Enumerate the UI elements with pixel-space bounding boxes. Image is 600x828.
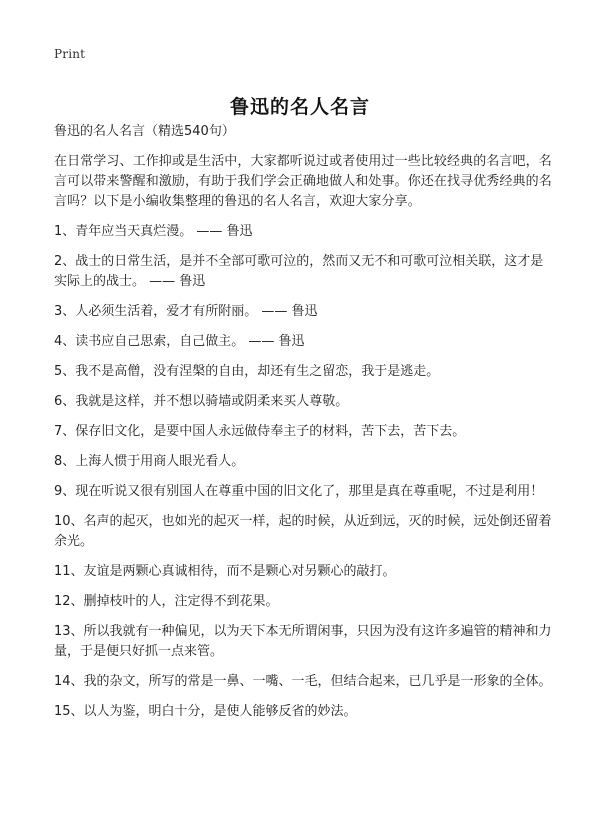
- quote-item: 14、我的杂文，所写的常是一鼻、一嘴、一毛，但结合起来，已几乎是一形象的全体。: [54, 674, 552, 689]
- quote-item: 10、名声的起灭，也如光的起灭一样，起的时候，从近到远，灭的时候，远处倒还留着余光。: [54, 514, 552, 549]
- quote-item: 9、现在听说又很有别国人在尊重中国的旧文化了，那里是真在尊重呢，不过是利用！: [54, 484, 544, 499]
- quote-item: 4、读书应自己思索，自己做主。 —— 鲁迅: [54, 334, 305, 349]
- quote-item: 2、战士的日常生活，是并不全部可歌可泣的，然而又无不和可歌可泣相关联，这才是实际上的战士。 —— 鲁迅: [54, 254, 544, 289]
- quote-item: 11、友谊是两颗心真诚相待，而不是颗心对另颗心的敲打。: [54, 564, 396, 579]
- quote-list: [54, 222, 554, 722]
- document-subtitle: 鲁迅的名人名言（精选540句）: [54, 124, 235, 139]
- intro-paragraph: 在日常学习、工作抑或是生活中，大家都听说过或者使用过一些比较经典的名言吧，名言可以带来警醒和激励，有助于我们学会正确地做人和处事。你还在找寻优秀经典的名言吗？以下是小编收集整理的鲁迅的名人名言，欢迎大家分享。: [54, 154, 552, 209]
- quote-item: 6、我就是这样，并不想以骑墙或阴柔来买人尊敬。: [54, 394, 349, 409]
- quote-item: 12、删掉枝叶的人，注定得不到花果。: [54, 594, 279, 609]
- print-label: Print: [54, 47, 86, 61]
- quote-item: 13、所以我就有一种偏见，以为天下本无所谓闲事，只因为没有这许多遍管的精神和力量，于是便只好抓一点来管。: [54, 624, 552, 659]
- quote-item: 1、青年应当天真烂漫。 —— 鲁迅: [54, 224, 253, 239]
- quote-item: 3、人必须生活着，爱才有所附丽。 —— 鲁迅: [54, 304, 318, 319]
- quote-item: 8、上海人惯于用商人眼光看人。: [54, 454, 245, 469]
- page-title: 鲁迅的名人名言: [229, 95, 370, 118]
- quote-item: 5、我不是高僧，没有涅槃的自由，却还有生之留恋，我于是逃走。: [54, 364, 440, 379]
- quote-item: 7、保存旧文化，是要中国人永远做侍奉主子的材料，苦下去，苦下去。: [54, 424, 466, 439]
- quote-item: 15、以人为鉴，明白十分，是使人能够反省的妙法。: [54, 704, 357, 719]
- document-content: [54, 122, 554, 732]
